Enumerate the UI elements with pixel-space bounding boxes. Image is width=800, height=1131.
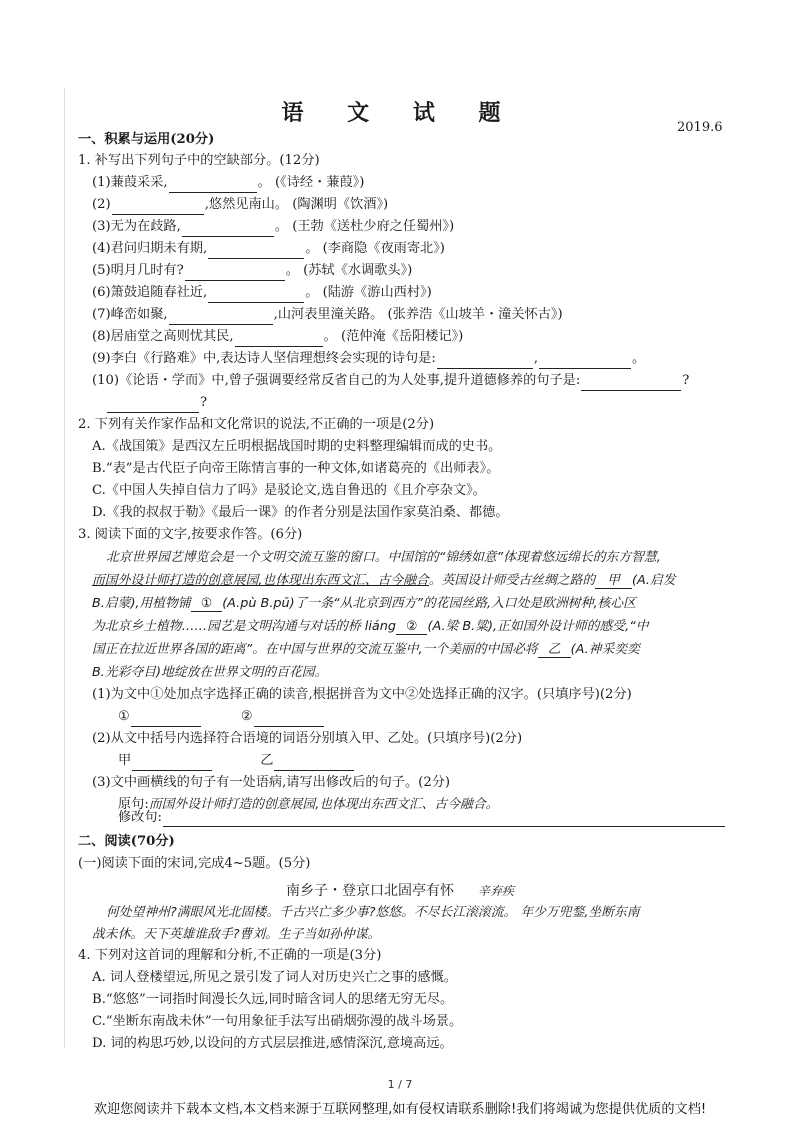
q1-item-1-post: 。 (《诗经・蒹葭》): [257, 175, 365, 190]
answer-blank[interactable]: [169, 310, 273, 325]
q1-item-3: [92, 217, 454, 237]
answer-blank[interactable]: [182, 222, 274, 237]
answer-blank[interactable]: [107, 398, 199, 413]
q1-item-1-pre: (1)蒹葭采采,: [92, 175, 168, 190]
q1-item-10-post: ?: [682, 373, 690, 388]
q1-item-3-post: 。 (王勃《送杜少府之任蜀州》): [274, 219, 455, 234]
section2-heading: 二、阅读(70分): [78, 834, 175, 849]
answer-blank[interactable]: [208, 288, 304, 303]
answer-blank[interactable]: [185, 266, 285, 281]
blank-2[interactable]: ②: [396, 619, 427, 635]
q1-item-2-post: ,悠然见南山。 (陶渊明《饮酒》): [204, 197, 389, 212]
q3-passage-line-4-start: 为北京乡土植物……园艺是文明沟通与对话的桥 liáng: [92, 619, 396, 634]
poem-author: 辛弃疾: [477, 884, 514, 898]
answer-blank[interactable]: [132, 756, 212, 771]
q2-option-d: D.《我的叔叔于勒》《最后一课》的作者分别是法国作家莫泊桑、都德。: [92, 505, 509, 520]
q1-item-8: [92, 327, 463, 347]
q1-item-1: [92, 173, 364, 193]
q2-option-a: A.《战国策》是西汉左丘明根据战国时期的史料整理编辑而成的史书。: [92, 439, 502, 454]
answer-blank[interactable]: [581, 376, 681, 391]
q3-passage-line-3-start: B.启蒙),用植物铺: [92, 596, 191, 611]
q1-item-6-post: 。 (陆游《游山西村》): [305, 285, 432, 300]
answer-blank[interactable]: [112, 200, 204, 215]
q3-stem: 3. 阅读下面的文字,按要求作答。(6分): [78, 527, 303, 542]
footer-notice: 欢迎您阅读并下载本文档,本文档来源于互联网整理,如有侵权请联系删除!我们将竭诚为您提供优质的文档!: [93, 1102, 707, 1117]
q1-item-9-post: 。: [632, 351, 646, 366]
margin-rule: [64, 88, 65, 1048]
q1-item-5-pre: (5)明月几时有?: [92, 263, 184, 278]
exam-date: 2019.6: [677, 120, 723, 135]
answer-blank[interactable]: [254, 712, 324, 727]
q1-item-8-pre: (8)居庙堂之高则忧其民,: [92, 329, 234, 344]
q3-passage-line-2-rest: 。英国设计师受古丝绸之路的: [428, 573, 596, 588]
q4-option-d: D. 词的构思巧妙,以设问的方式层层推进,感情深沉,意境高远。: [92, 1036, 453, 1051]
q1-item-10-pre: (10)《论语・学而》中,曾子强调要经常反省自己的为人处事,提升道德修养的句子是:: [92, 373, 581, 388]
original-text: 而国外设计师打造的创意展园,也体现出东西文汇、古今融合。: [148, 797, 499, 812]
q1-item-7-pre: (7)峰峦如聚,: [92, 307, 168, 322]
poem-heading: [0, 880, 800, 900]
q1-item-4: [92, 239, 445, 259]
q1-item-2-pre: (2): [92, 197, 111, 212]
q3-original-sentence: [118, 795, 498, 815]
q1-item-8-post: 。 (范仲淹《岳阳楼记》): [323, 329, 464, 344]
q3-passage-line-2: [92, 571, 676, 591]
q4-option-b: B.“悠悠”一词指时间漫长久远,同时暗含词人的思绪无穷无尽。: [92, 992, 454, 1007]
answer-mark-2: ②: [240, 709, 253, 724]
q1-item-9-pre: (9)李白《行路难》中,表达诗人坚信理想终会实现的诗句是:: [92, 351, 436, 366]
poem-line-1: 何处望神州?满眼风光北固楼。千古兴亡多少事?悠悠。不尽长江滚滚流。 年少万兜鍪,坐断东南: [106, 905, 640, 920]
q3-sub1: (1)为文中①处加点字选择正确的读音,根据拼音为文中②处选择正确的汉字。(只填序号)(2分): [92, 687, 632, 702]
q1-item-4-post: 。 (李商隐《夜雨寄北》): [305, 241, 445, 256]
answer-blank[interactable]: [131, 712, 201, 727]
original-label: 原句:: [118, 797, 149, 812]
q1-item-2: [92, 195, 388, 215]
q3-revised-label: 修改句:: [118, 810, 163, 825]
q1-item-9-mid: ,: [533, 351, 539, 366]
blank-jia[interactable]: 甲: [595, 573, 632, 589]
answer-mark-yi: 乙: [260, 753, 274, 768]
q4-stem: 4. 下列对这首词的理解和分析,不正确的一项是(3分): [78, 948, 382, 963]
q1-stem: 1. 补写出下列句子中的空缺部分。(12分): [78, 153, 320, 168]
q1-item-9: [92, 349, 645, 369]
answer-blank[interactable]: [235, 332, 323, 347]
blank-1[interactable]: ①: [191, 596, 222, 612]
q1-item-7: [92, 305, 563, 325]
q3-passage-line-1: 北京世界园艺博览会是一个文明交流互鉴的窗口。中国馆的“锦绣如意”体现着悠远绵长的东方智慧,: [106, 550, 661, 565]
q3-passage-line-5-start: 国正在拉近世界各国的距离”。在中国与世界的交流互鉴中,一个美丽的中国必将: [92, 642, 538, 657]
q3-passage-line-4: [92, 617, 649, 637]
underlined-sentence: 而国外设计师打造的创意展园,也体现出东西文汇、古今融合: [92, 573, 429, 588]
q3-sub1-answers: [118, 707, 325, 727]
q1-item-4-pre: (4)君问归期未有期,: [92, 241, 208, 256]
q1-item-7-post: ,山河表里潼关路。 (张养浩《山坡羊・潼关怀古》): [273, 307, 563, 322]
answer-mark-1: ①: [118, 709, 130, 724]
q2-option-b: B.“表”是古代臣子向帝王陈情言事的一种文体,如诸葛亮的《出师表》。: [92, 461, 500, 476]
q1-item-6-pre: (6)箫鼓追随春社近,: [92, 285, 208, 300]
q1-item-6: [92, 283, 432, 303]
q3-sub2: (2)从文中括号内选择符合语境的词语分别填入甲、乙处。(只填序号)(2分): [92, 731, 523, 746]
q2-option-c: C.《中国人失掉自信力了吗》是驳论文,选自鲁迅的《且介亭杂文》。: [92, 483, 486, 498]
answer-blank[interactable]: [274, 756, 354, 771]
q1-item-10-end: ?: [200, 395, 208, 410]
blank-yi[interactable]: 乙: [538, 642, 571, 658]
q1-item-5: [92, 261, 412, 281]
q3-passage-line-5-end: (A.神采奕奕: [570, 642, 640, 657]
q3-passage-line-6: B.光彩夺目)地绽放在世界文明的百花园。: [92, 665, 328, 680]
q3-passage-line-4-end: (A.梁 B.粱),正如国外设计师的感受,“中: [427, 619, 649, 634]
part1-stem: (一)阅读下面的宋词,完成4~5题。(5分): [78, 856, 311, 871]
poem-line-2: 战未休。天下英雄谁敌手?曹刘。生子当如孙仲谋。: [92, 927, 381, 942]
answer-mark-jia: 甲: [118, 753, 132, 768]
q1-item-5-post: 。 (苏轼《水调歌头》): [285, 263, 413, 278]
q1-item-10: [92, 371, 689, 391]
q1-item-3-pre: (3)无为在歧路,: [92, 219, 181, 234]
answer-blank[interactable]: [539, 354, 631, 369]
page-number: 1 / 7: [387, 1078, 413, 1091]
q4-option-c: C.“坐断东南战未休”一句用象征手法写出硝烟弥漫的战斗场景。: [92, 1014, 463, 1029]
revised-answer-line[interactable]: [163, 826, 725, 827]
answer-blank[interactable]: [208, 244, 304, 259]
q4-option-a: A. 词人登楼望远,所见之景引发了词人对历史兴亡之事的感慨。: [92, 970, 457, 985]
q3-sub3: (3)文中画横线的句子有一处语病,请写出修改后的句子。(2分): [92, 775, 451, 790]
q3-sub2-answers: [118, 751, 355, 771]
poem-title: 南乡子・登京口北固亭有怀: [285, 883, 454, 899]
answer-blank[interactable]: [437, 354, 533, 369]
q3-passage-line-5: [92, 640, 640, 660]
exam-title: 语 文 试 题: [281, 100, 519, 126]
q2-stem: 2. 下列有关作家作品和文化常识的说法,不正确的一项是(2分): [78, 417, 435, 432]
q3-passage-line-2-end: (A.启发: [631, 573, 676, 588]
section1-heading: 一、积累与运用(20分): [78, 132, 215, 147]
answer-blank[interactable]: [169, 178, 257, 193]
q3-passage-line-3: [92, 594, 636, 614]
q3-passage-line-3-end: (A.pù B.pū)了一条“从北京到西方”的花园丝路,入口处是欧洲树种,核心区: [222, 596, 636, 611]
q1-item-10-continued: [106, 393, 207, 413]
